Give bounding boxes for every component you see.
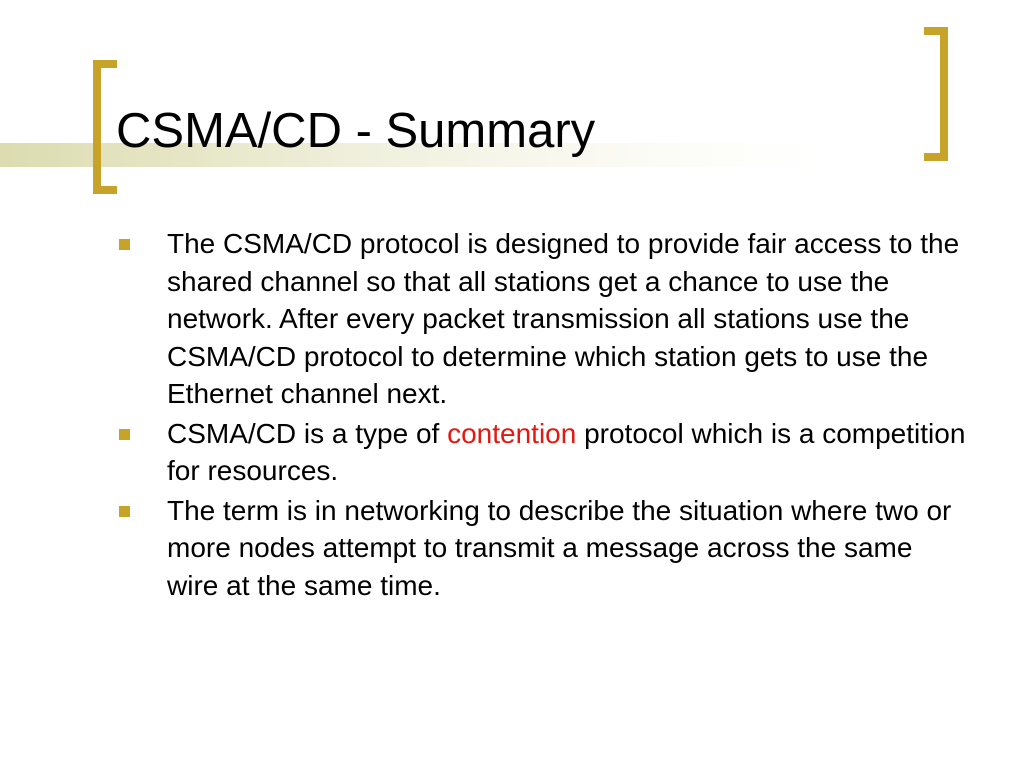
highlighted-term: contention [447, 417, 577, 449]
bullet-text-before: CSMA/CD is a type of [167, 417, 448, 449]
square-bullet-icon [119, 506, 130, 517]
right-bracket-decoration [924, 27, 948, 161]
slide-title: CSMA/CD - Summary [116, 104, 596, 158]
bullet-item [116, 492, 966, 605]
square-bullet-icon [119, 239, 130, 250]
square-bullet-icon [119, 429, 130, 440]
bullet-item [116, 225, 966, 413]
bullet-text-after: protocol which is a competition for resources. [167, 417, 966, 486]
left-bracket-decoration [93, 60, 117, 194]
bullet-item [116, 415, 966, 490]
bullet-text: The term is in networking to describe the situation where two or more nodes attempt to transmit a message across the same wire at the same time. [167, 494, 952, 601]
bullet-list [116, 225, 966, 606]
bullet-text: The CSMA/CD protocol is designed to provide fair access to the shared channel so that all stations get a chance to use the network. After every packet transmission all stations use the CSMA/CD protocol to determine which station gets to use the Ethernet channel next. [167, 228, 960, 409]
